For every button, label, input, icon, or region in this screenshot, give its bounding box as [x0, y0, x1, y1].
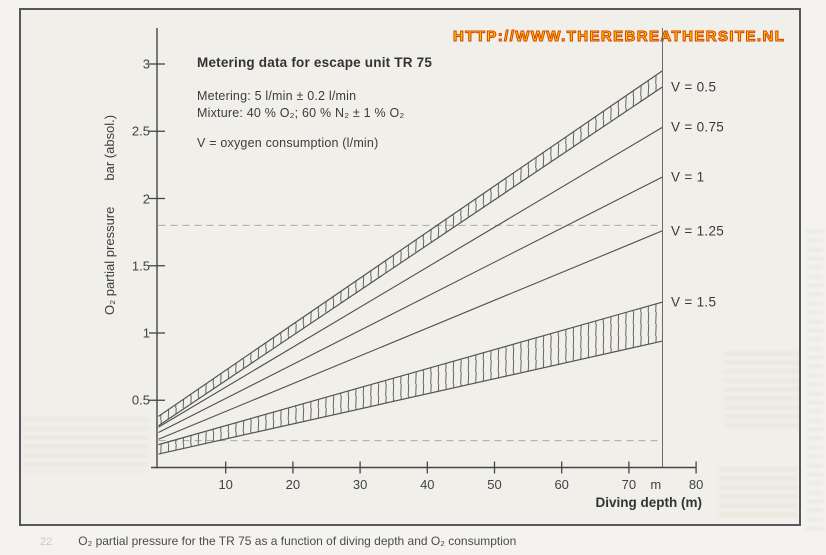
x-tick-label: m [650, 477, 662, 492]
annotation-mixture: Mixture: 40 % O₂; 60 % N₂ ± 1 % O₂ [197, 106, 405, 120]
annotation-v-definition: V = oxygen consumption (l/min) [197, 136, 379, 150]
x-tick-label: 50 [487, 477, 502, 492]
y-axis-label-quantity: O₂ partial pressure [102, 206, 117, 315]
x-tick-label: 30 [352, 477, 368, 492]
series-label: V = 1 [671, 169, 705, 185]
band-upper-edge [159, 71, 663, 417]
x-tick-label: 60 [554, 477, 569, 492]
series-label: V = 0.75 [671, 119, 725, 135]
y-tick-label: 2.5 [131, 123, 150, 139]
x-tick-label: 80 [688, 477, 704, 492]
band-lower-edge [159, 341, 663, 454]
x-tick-label: 70 [621, 477, 637, 492]
figure-caption-row [40, 534, 516, 548]
x-tick-label: 20 [285, 477, 301, 492]
y-tick-label: 1.5 [131, 258, 150, 274]
series-label: V = 1.25 [671, 223, 725, 239]
watermark-url: HTTP://WWW.THEREBREATHERSITE.NL [453, 28, 786, 45]
y-tick-label: 1 [142, 325, 150, 341]
page-number: 22 [40, 536, 53, 548]
x-axis-label: Diving depth (m) [595, 495, 702, 510]
plot-lines-group [149, 28, 696, 474]
y-tick-label: 3 [142, 56, 150, 72]
tolerance-band [159, 71, 663, 426]
x-tick-label: 10 [218, 477, 233, 492]
y-axis-label-unit: bar (absol.) [102, 114, 117, 181]
tolerance-band [159, 302, 663, 454]
y-tick-label: 2 [142, 191, 150, 206]
x-tick-label: 40 [420, 477, 435, 492]
y-tick-label: 0.5 [131, 392, 150, 408]
annotation-metering: Metering: 5 l/min ± 0.2 l/min [197, 89, 357, 103]
series-label: V = 0.5 [671, 79, 717, 95]
chart-title: Metering data for escape unit TR 75 [197, 55, 433, 70]
figure-caption: O₂ partial pressure for the TR 75 as a function of diving depth and O₂ consumption [78, 534, 517, 548]
series-label: V = 1.5 [671, 294, 717, 310]
